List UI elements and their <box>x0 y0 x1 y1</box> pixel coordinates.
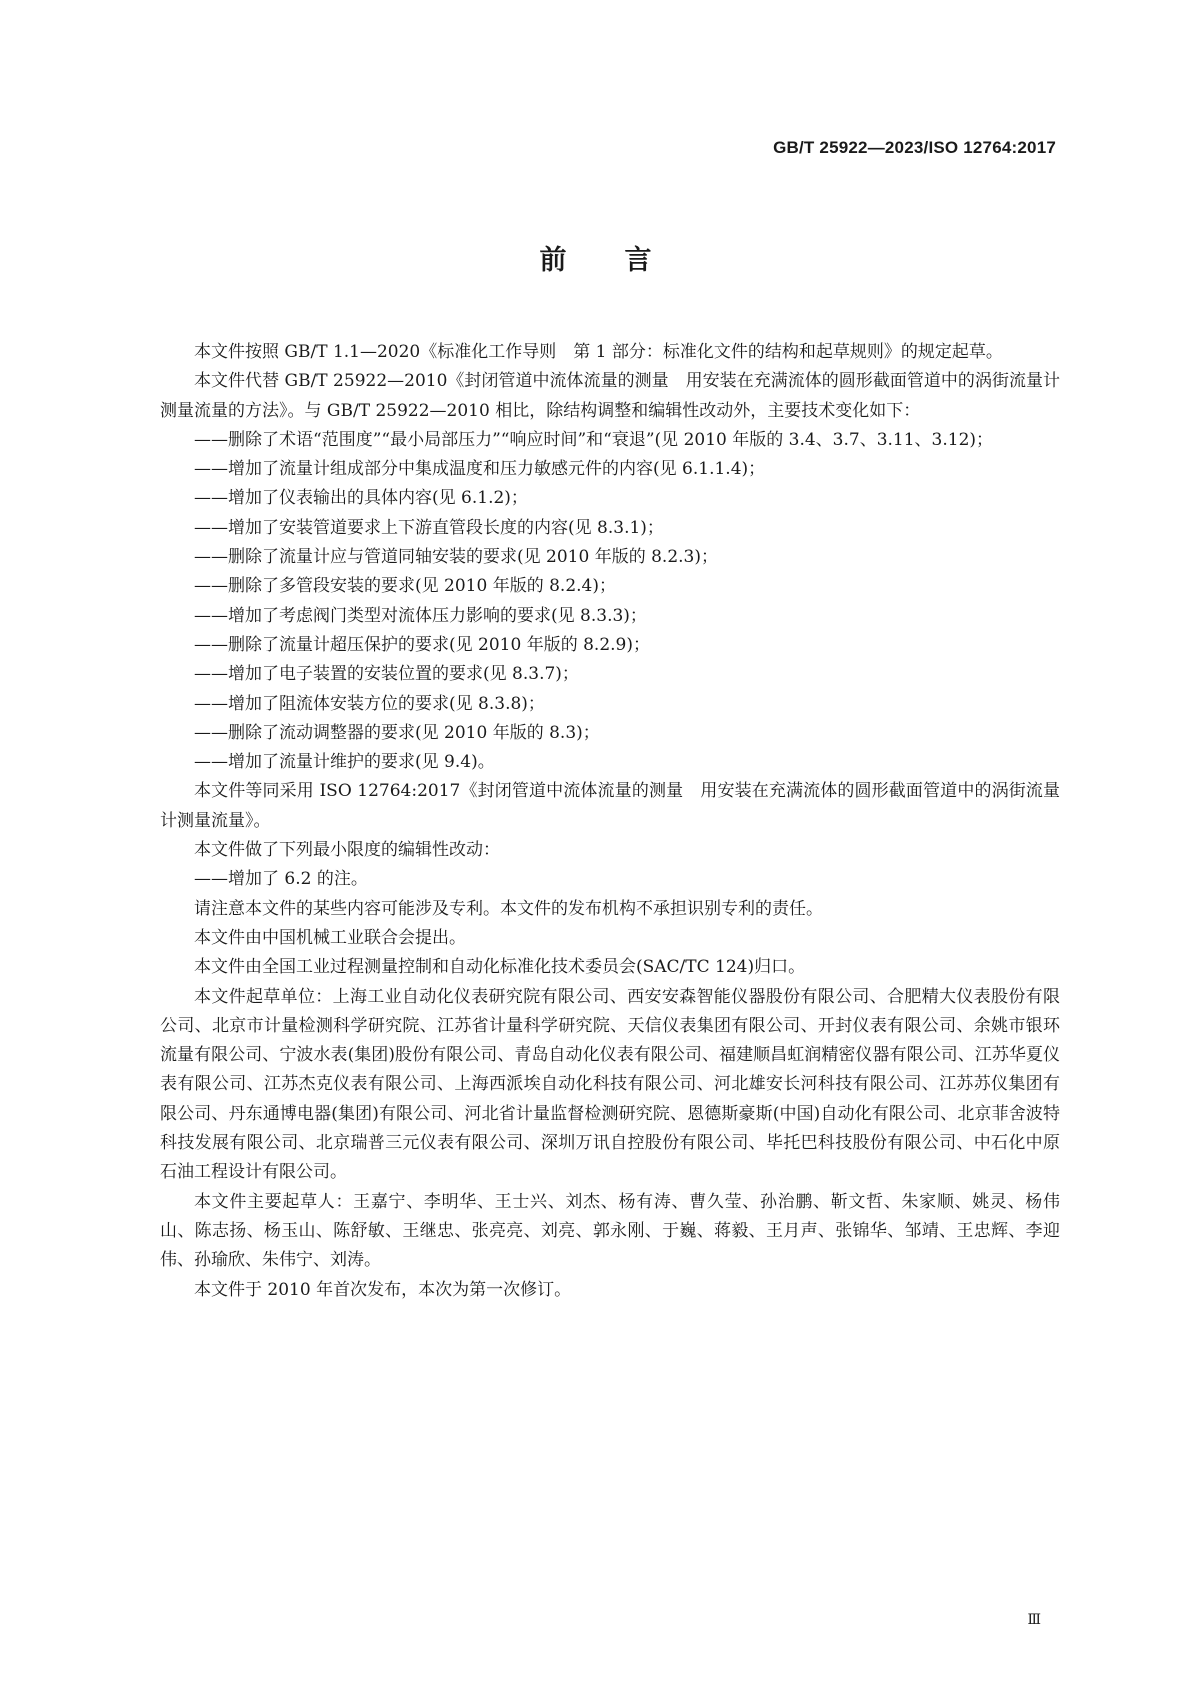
foreword-body <box>160 338 1060 1305</box>
change-item: ——删除了术语“范围度”“最小局部压力”“响应时间”和“衰退”(见 2010 年版的 3.4、3.7、3.11、3.12)； <box>194 429 994 450</box>
change-item: ——增加了阻流体安装方位的要求(见 8.3.8)； <box>194 693 545 714</box>
change-item: ——增加了安装管道要求上下游直管段长度的内容(见 8.3.1)； <box>194 517 664 538</box>
paragraph-under-jurisdiction: 本文件由全国工业过程测量控制和自动化标准化技术委员会(SAC/TC 124)归口。 <box>194 957 806 978</box>
change-item: ——增加了考虑阀门类型对流体压力影响的要求(见 8.3.3)； <box>194 605 647 626</box>
paragraph-equivalent-adoption: 本文件等同采用 ISO 12764:2017《封闭管道中流体流量的测量 用安装在充满流体的圆形截面管道中的涡街流量计测量流量》。 <box>160 781 1060 831</box>
paragraph-patent-notice: 请注意本文件的某些内容可能涉及专利。本文件的发布机构不承担识别专利的责任。 <box>194 898 823 919</box>
page-title: 前言 <box>539 245 710 276</box>
change-item: ——删除了多管段安装的要求(见 2010 年版的 8.2.4)； <box>194 576 616 597</box>
paragraph-history: 本文件于 2010 年首次发布，本次为第一次修订。 <box>194 1279 572 1300</box>
editorial-change-item: ——增加了 6.2 的注。 <box>194 869 368 890</box>
change-item: ——删除了流量计超压保护的要求(见 2010 年版的 8.2.9)； <box>194 634 650 655</box>
page-number: Ⅲ <box>1027 1612 1041 1628</box>
change-item: ——增加了流量计维护的要求(见 9.4)。 <box>194 752 495 773</box>
paragraph-drafting-rules: 本文件按照 GB/T 1.1—2020《标准化工作导则 第 1 部分：标准化文件的结构和起草规则》的规定起草。 <box>194 342 1003 362</box>
change-item: ——增加了电子装置的安装位置的要求(见 8.3.7)； <box>194 664 579 685</box>
change-item: ——增加了流量计组成部分中集成温度和压力敏感元件的内容(见 6.1.1.4)； <box>194 459 766 480</box>
paragraph-editorial-changes: 本文件做了下列最小限度的编辑性改动： <box>194 840 500 861</box>
paragraph-proposed-by: 本文件由中国机械工业联合会提出。 <box>194 927 466 948</box>
paragraph-drafting-units: 本文件起草单位：上海工业自动化仪表研究院有限公司、西安安森智能仪器股份有限公司、合肥精大仪表股份有限公司、北京市计量检测科学研究院、江苏省计量科学研究院、天信仪表集团有限公司、开封仪表有限公司、余姚市银环流量有限公司、宁波水表(集团)股份有限公司、青岛自动化仪表有限公司、福建顺昌虹润精密仪器有限公司、江苏华夏仪表有限公司、江苏杰克仪表有限公司、上海西派埃自动化科技有限公司、河北雄安长河科技有限公司、江苏苏仪集团有限公司、丹东通博电器(集团)有限公司、河北省计量监督检测研究院、恩德斯豪斯(中国)自动化有限公司、北京菲舍波特科技发展有限公司、北京瑞普三元仪表有限公司、深圳万讯自控股份有限公司、毕托巴科技股份有限公司、中石化中原石油工程设计有限公司。 <box>160 986 1060 1183</box>
paragraph-drafters: 本文件主要起草人：王嘉宁、李明华、王士兴、刘杰、杨有涛、曹久莹、孙治鹏、靳文哲、朱家顺、姚灵、杨伟山、陈志扬、杨玉山、陈舒敏、王继忠、张亮亮、刘亮、郭永刚、于巍、蒋毅、王月声、张锦华、邹靖、王忠辉、李迎伟、孙瑜欣、朱伟宁、刘涛。 <box>160 1191 1060 1271</box>
change-item: ——增加了仪表输出的具体内容(见 6.1.2)； <box>194 488 528 509</box>
standard-code: GB/T 25922—2023/ISO 12764:2017 <box>773 138 1056 157</box>
change-item: ——删除了流动调整器的要求(见 2010 年版的 8.3)； <box>194 722 600 743</box>
paragraph-replaces: 本文件代替 GB/T 25922—2010《封闭管道中流体流量的测量 用安装在充满流体的圆形截面管道中的涡街流量计测量流量的方法》。与 GB/T 25922—2010 相比，除结构调整和编辑性改动外，主要技术变化如下： <box>160 371 1060 421</box>
change-item: ——删除了流量计应与管道同轴安装的要求(见 2010 年版的 8.2.3)； <box>194 547 718 568</box>
